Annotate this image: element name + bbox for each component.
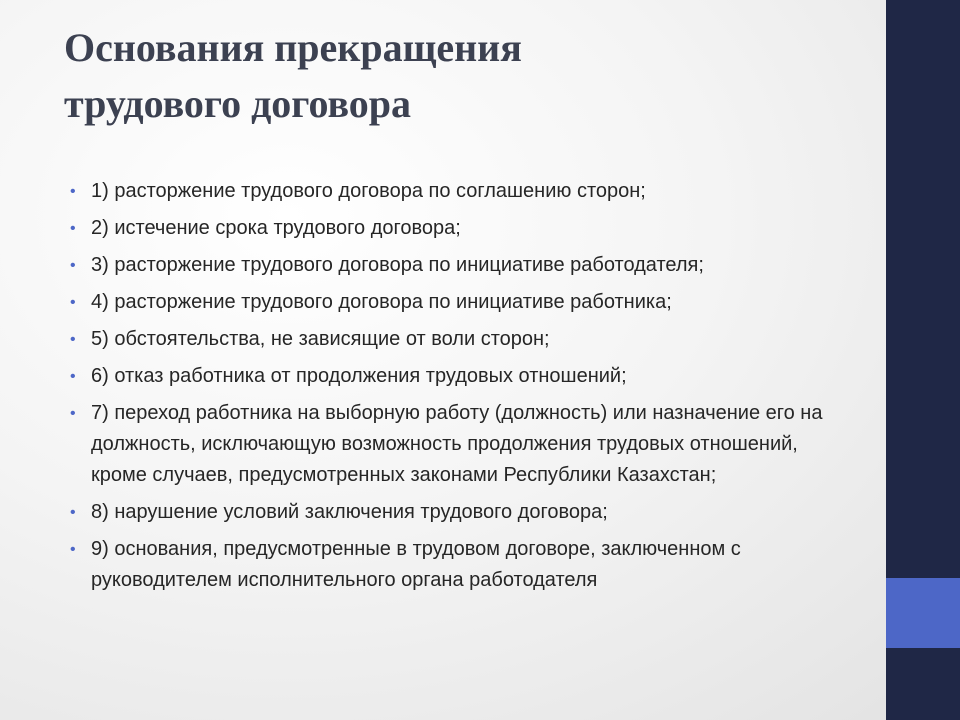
- list-item: [68, 287, 848, 318]
- list-item: [68, 361, 848, 392]
- list-item: [68, 534, 848, 596]
- bullet-icon: •: [70, 504, 76, 521]
- list-item-text: 7) переход работника на выборную работу (должность) или назначение его на должность, исключающую возможность продолжения трудовых отношений, кроме случаев, предусмотренных законами Республики Казахстан;: [91, 402, 823, 486]
- list-item-text: 6) отказ работника от продолжения трудовых отношений;: [91, 365, 627, 387]
- list-item: [68, 250, 848, 281]
- list-item: [68, 497, 848, 528]
- bullet-icon: •: [70, 405, 76, 422]
- bullet-icon: •: [70, 257, 76, 274]
- sidebar-accent-block: [886, 578, 960, 648]
- list-item-text: 8) нарушение условий заключения трудового договора;: [91, 501, 608, 523]
- list-item-text: 2) истечение срока трудового договора;: [91, 217, 461, 239]
- bullet-icon: •: [70, 294, 76, 311]
- bullet-icon: •: [70, 541, 76, 558]
- bullet-icon: •: [70, 183, 76, 200]
- slide-title-line-1: Основания прекращения: [64, 25, 522, 70]
- list-item: [68, 213, 848, 244]
- bullet-icon: •: [70, 220, 76, 237]
- bullet-icon: •: [70, 368, 76, 385]
- list-item: [68, 324, 848, 355]
- list-item-text: 4) расторжение трудового договора по инициативе работника;: [91, 291, 672, 313]
- list-item-text: 1) расторжение трудового договора по соглашению сторон;: [91, 180, 646, 202]
- list-item-text: 3) расторжение трудового договора по инициативе работодателя;: [91, 254, 704, 276]
- bullet-icon: •: [70, 331, 76, 348]
- slide-title: [64, 20, 864, 132]
- list-item-text: 9) основания, предусмотренные в трудовом договоре, заключенном с руководителем исполнительного органа работодателя: [91, 538, 741, 591]
- list-item: [68, 398, 848, 491]
- bullet-list: [68, 176, 848, 602]
- list-item: [68, 176, 848, 207]
- list-item-text: 5) обстоятельства, не зависящие от воли сторон;: [91, 328, 550, 350]
- slide-title-line-2: трудового договора: [64, 81, 412, 126]
